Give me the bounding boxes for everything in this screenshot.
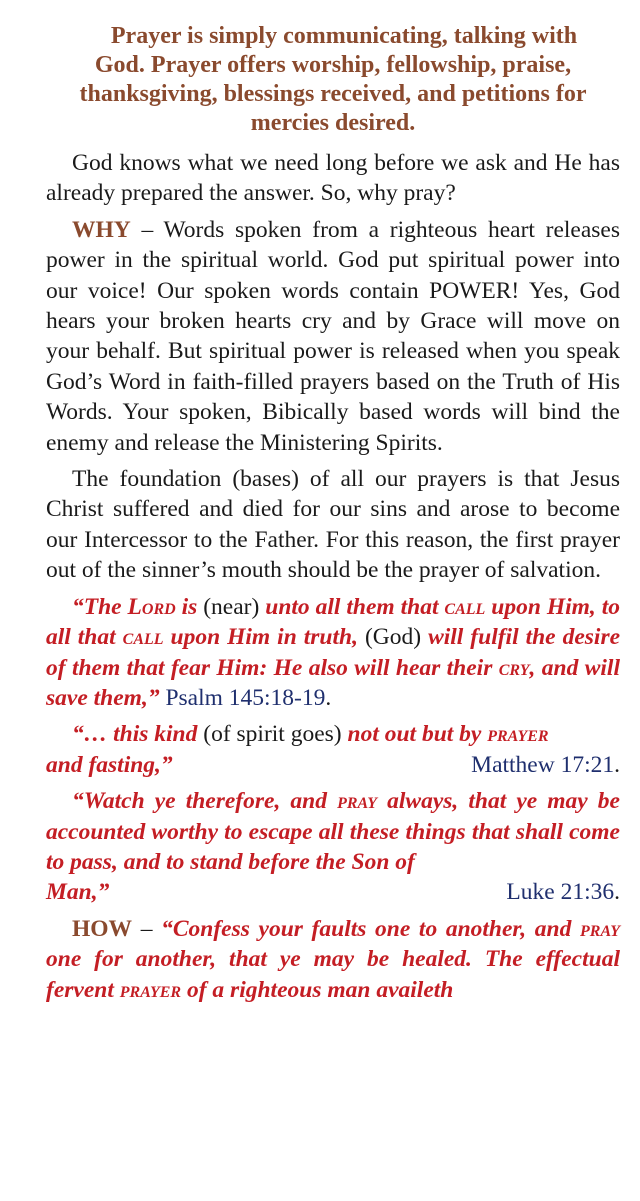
scripture-reference: Matthew 17:21 [471, 751, 615, 778]
scripture-psalm [46, 592, 620, 714]
paragraph-foundation: The foundation (bases) of all our prayers is that Jesus Christ suffered and died for our sins and arose to become our Intercessor to the Father. For this reason, the first prayer out of the sinner’s mouth should be the prayer of salvation. [46, 466, 620, 584]
scripture-text: Man,” [46, 879, 110, 906]
scripture-smallcaps: prayer [119, 976, 182, 1003]
reference-period: . [614, 879, 620, 906]
scripture-text: “… [72, 721, 114, 748]
intro-line: God. Prayer offers worship, fellowship, praise, [94, 52, 572, 78]
scripture-smallcaps: pray [337, 788, 378, 815]
why-label: WHY [72, 216, 131, 243]
how-dash: – [132, 915, 162, 942]
scripture-text: is [175, 593, 198, 620]
scripture-text: upon Him, to all that [46, 593, 620, 651]
intro-heading [46, 22, 620, 138]
scripture-insert: (God) [357, 624, 429, 651]
scripture-smallcaps: Lord [127, 593, 176, 620]
scripture-insert: (near) [197, 593, 266, 620]
scripture-luke [46, 786, 620, 877]
reference-period: . [614, 751, 620, 778]
scripture-text: will fulfil the desire of them that fear Him: He also will hear their [46, 624, 621, 681]
paragraph-how [46, 914, 620, 1005]
scripture-text: of a righteous man availeth [181, 976, 454, 1003]
scripture-text: upon Him in truth, [163, 624, 358, 651]
scripture-reference: Luke 21:36 [506, 879, 615, 906]
scripture-text: this kind [113, 721, 198, 748]
scripture-text: not out but by [347, 721, 488, 748]
why-text: – Words spoken from a righteous heart releases power in the spiritual world. God put spiritual power into our voice! Our spoken words contain POWER! Yes, God hears your broken hearts cry and by Grace will move on your behalf. But spiritual power is released when you speak God’s Word in faith-filled prayers based on the Truth of His Words. Your spoken, Bibically based words will bind the enemy and release the Ministering Spirits. [46, 216, 620, 456]
intro-line: mercies desired. [250, 110, 416, 136]
scripture-text: “Confess your faults one to another, and [161, 915, 580, 942]
scripture-luke-end [46, 877, 620, 907]
reference-period: . [325, 684, 332, 711]
scripture-smallcaps: call [444, 593, 486, 620]
scripture-matthew [46, 719, 620, 749]
scripture-text: and fasting,” [46, 751, 173, 778]
scripture-text: “The [72, 593, 128, 620]
scripture-text: “Watch ye therefore, and [72, 788, 338, 815]
scripture-smallcaps: prayer [487, 721, 549, 748]
scripture-reference: Psalm 145:18-19 [165, 684, 326, 711]
scripture-text: , and will save them,” [46, 654, 620, 711]
scripture-smallcaps: cry [498, 654, 530, 681]
how-label: HOW [72, 915, 133, 942]
scripture-smallcaps: pray [580, 915, 621, 942]
paragraph-why [46, 215, 620, 458]
paragraph-why-pray: God knows what we need long before we ask and He has already prepared the answer. So, why pray? [46, 150, 620, 207]
intro-line: Prayer is simply communicating, talking with [110, 23, 578, 49]
scripture-text: one for another, that ye may be healed. The effectual fervent [46, 946, 620, 1003]
scripture-text: unto all them that [265, 593, 445, 620]
scripture-insert: (of spirit goes) [197, 721, 348, 748]
scripture-smallcaps: call [122, 624, 164, 651]
scripture-text: always, that ye may be accounted worthy to escape all these things that shall come to pass, and to stand before the Son of [46, 788, 620, 875]
scripture-matthew-end [46, 750, 620, 780]
intro-line: thanksgiving, blessings received, and petitions for [79, 81, 587, 107]
